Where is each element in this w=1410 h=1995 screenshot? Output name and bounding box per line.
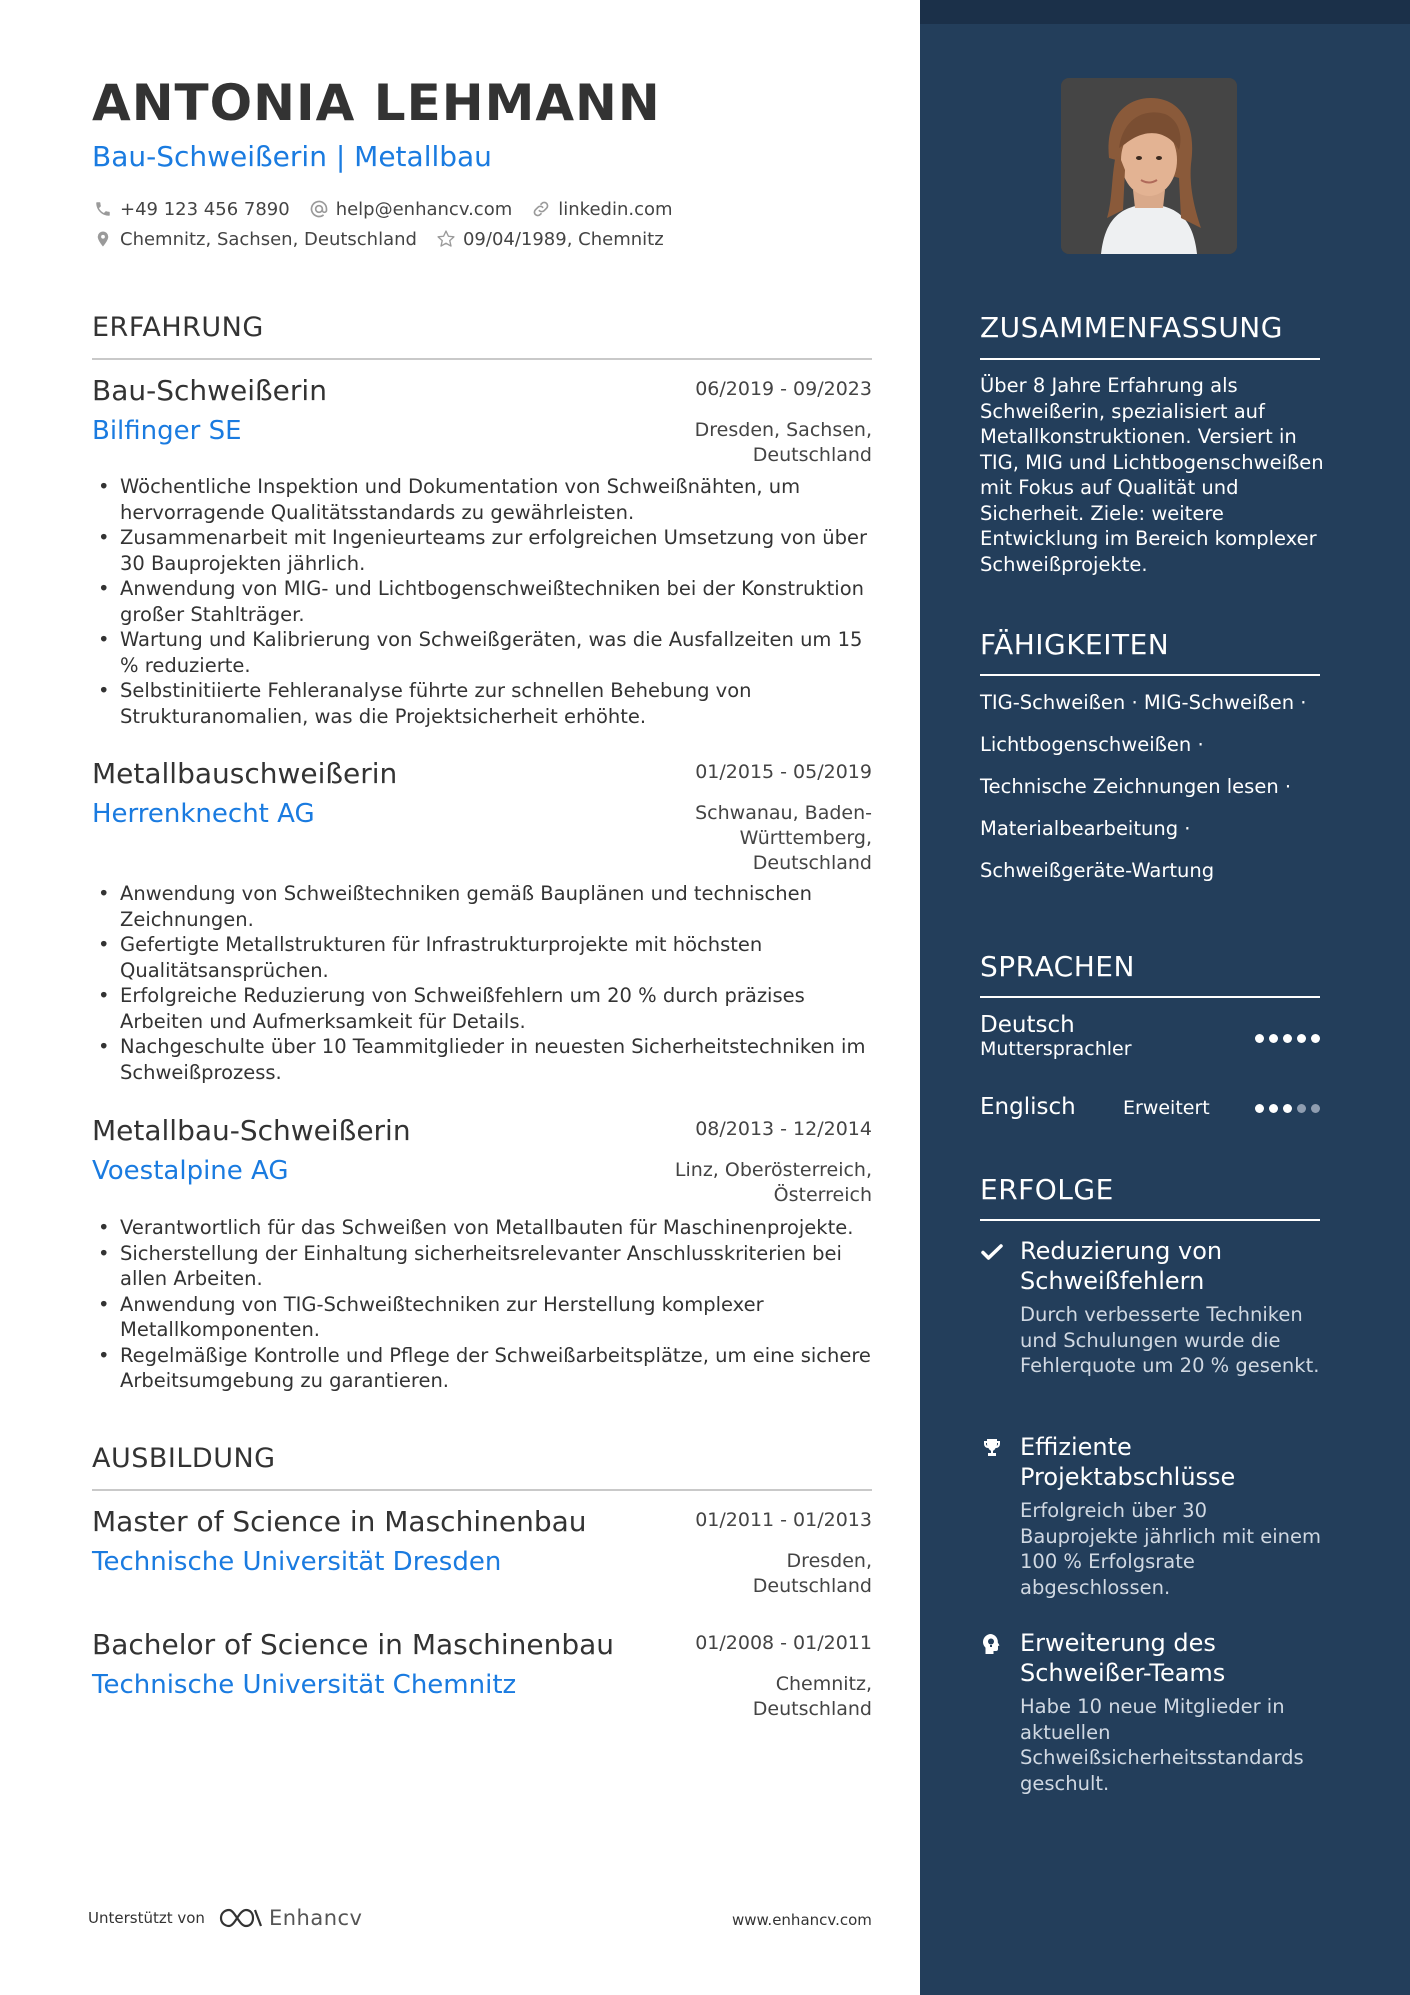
job-location xyxy=(652,1158,872,1208)
job-bullet: • Sicherstellung der Einhaltung sicherheitsrelevanter Anschlusskriterien bei allen Arbeiten. xyxy=(92,1241,872,1292)
company-name[interactable]: Voestalpine AG xyxy=(92,1156,289,1186)
job-bullets xyxy=(92,474,872,729)
job-bullet: • Gefertigte Metallstrukturen für Infrastrukturprojekte mit höchsten Qualitätsansprüchen. xyxy=(92,932,872,983)
job-location-line: Schwanau, Baden- xyxy=(695,802,872,824)
summary-section-title: ZUSAMMENFASSUNG xyxy=(980,311,1283,344)
section-divider xyxy=(980,996,1320,998)
star-icon xyxy=(435,228,457,250)
section-divider xyxy=(980,674,1320,676)
rating-dot xyxy=(1283,1034,1292,1043)
location-contact xyxy=(92,228,417,250)
profile-photo xyxy=(1061,78,1237,254)
enhancv-logo-icon xyxy=(217,1905,265,1931)
language-level: Muttersprachler xyxy=(980,1038,1132,1060)
candidate-name: ANTONIA LEHMANN xyxy=(92,74,661,132)
experience-entry xyxy=(92,374,872,734)
language-item xyxy=(980,1012,1320,1072)
job-bullet: • Anwendung von Schweißtechniken gemäß Bauplänen und technischen Zeichnungen. xyxy=(92,881,872,932)
job-bullets xyxy=(92,881,872,1085)
achievement-item xyxy=(980,1432,1330,1602)
language-rating xyxy=(1255,1104,1320,1113)
skills-section-title: FÄHIGKEITEN xyxy=(980,628,1170,661)
achievement-item xyxy=(980,1236,1330,1406)
section-divider xyxy=(92,358,872,360)
education-date: 01/2011 - 01/2013 xyxy=(695,1509,872,1531)
job-role: Metallbauschweißerin xyxy=(92,757,398,790)
section-divider xyxy=(980,358,1320,360)
skill-item: TIG-Schweißen · MIG-Schweißen · xyxy=(980,691,1307,714)
birth-text: 09/04/1989, Chemnitz xyxy=(462,228,664,250)
experience-entry xyxy=(92,757,872,1097)
job-bullet: • Regelmäßige Kontrolle und Pflege der Schweißarbeitsplätze, um eine sichere Arbeitsumgebung zu garantieren. xyxy=(92,1343,872,1394)
job-bullet: • Selbstinitiierte Fehleranalyse führte zur schnellen Behebung von Strukturanomalien, was die Projektsicherheit erhöhte. xyxy=(92,678,872,729)
skill-item: Materialbearbeitung · xyxy=(980,817,1191,840)
job-bullet: • Erfolgreiche Reduzierung von Schweißfehlern um 20 % durch präzises Arbeiten und Aufmerksamkeit für Details. xyxy=(92,983,872,1034)
rating-dot xyxy=(1269,1034,1278,1043)
rating-dot xyxy=(1311,1104,1320,1113)
job-bullet: • Wöchentliche Inspektion und Dokumentation von Schweißnähten, um hervorragende Qualitätsstandards zu gewährleisten. xyxy=(92,474,872,525)
linkedin-text: linkedin.com xyxy=(558,198,673,220)
job-date: 06/2019 - 09/2023 xyxy=(695,378,872,400)
language-rating xyxy=(1255,1034,1320,1043)
achievement-item xyxy=(980,1628,1330,1798)
skills-list xyxy=(980,686,1330,896)
footer-url[interactable]: www.enhancv.com xyxy=(732,1911,872,1929)
language-level: Erweitert xyxy=(1123,1097,1210,1119)
skill-item: Lichtbogenschweißen · xyxy=(980,733,1204,756)
experience-entry xyxy=(92,1114,872,1414)
rating-dot xyxy=(1255,1104,1264,1113)
birth-contact xyxy=(435,228,664,250)
job-bullet: • Wartung und Kalibrierung von Schweißgeräten, was die Ausfallzeiten um 15 % reduzierte. xyxy=(92,627,872,678)
achievement-description: Habe 10 neue Mitglieder in aktuellen Schweißsicherheitsstandards geschult. xyxy=(1020,1695,1304,1795)
job-role: Bau-Schweißerin xyxy=(92,374,327,407)
at-icon xyxy=(308,198,330,220)
sidebar-column xyxy=(920,0,1410,1995)
summary-text: Über 8 Jahre Erfahrung als Schweißerin, spezialisiert auf Metallkonstruktionen. Versiert in TIG, MIG und Lichtbogenschweißen mit Fokus auf Qualität und Sicherheit. Ziele: weitere Entwicklung im Bereich komplexer Schweißprojekte. xyxy=(980,374,1324,576)
phone-contact xyxy=(92,198,290,220)
skill-item: Technische Zeichnungen lesen · xyxy=(980,775,1292,798)
education-location-line: Dresden, xyxy=(786,1550,872,1572)
degree-name: Master of Science in Maschinenbau xyxy=(92,1505,587,1538)
education-location xyxy=(652,1672,872,1722)
education-date: 01/2008 - 01/2011 xyxy=(695,1632,872,1654)
rating-dot xyxy=(1269,1104,1278,1113)
location-pin-icon xyxy=(92,228,114,250)
link-icon xyxy=(530,198,552,220)
phone-text: +49 123 456 7890 xyxy=(120,198,290,220)
degree-name: Bachelor of Science in Maschinenbau xyxy=(92,1628,615,1661)
company-name[interactable]: Herrenknecht AG xyxy=(92,799,315,829)
job-location xyxy=(652,801,872,876)
rating-dot xyxy=(1311,1034,1320,1043)
company-name[interactable]: Bilfinger SE xyxy=(92,416,242,446)
school-name[interactable]: Technische Universität Dresden xyxy=(92,1547,502,1577)
achievement-title: Erweiterung des Schweißer-Teams xyxy=(1020,1629,1226,1687)
school-name[interactable]: Technische Universität Chemnitz xyxy=(92,1670,517,1700)
job-bullet: • Anwendung von TIG-Schweißtechniken zur Herstellung komplexer Metallkomponenten. xyxy=(92,1292,872,1343)
job-role: Metallbau-Schweißerin xyxy=(92,1114,411,1147)
job-bullets xyxy=(92,1215,872,1394)
powered-by-text: Unterstützt von xyxy=(88,1909,205,1927)
job-location-line: Deutschland xyxy=(752,852,872,874)
job-date: 01/2015 - 05/2019 xyxy=(695,761,872,783)
achievement-description: Durch verbesserte Techniken und Schulungen wurde die Fehlerquote um 20 % gesenkt. xyxy=(1020,1303,1320,1377)
language-name: Deutsch xyxy=(980,1012,1075,1038)
job-location-line: Deutschland xyxy=(752,444,872,466)
footer-powered-by xyxy=(88,1905,362,1931)
email-contact[interactable] xyxy=(308,198,513,220)
experience-section-title: ERFAHRUNG xyxy=(92,312,264,343)
achievements-section-title: ERFOLGE xyxy=(980,1173,1114,1206)
rating-dot xyxy=(1255,1034,1264,1043)
education-section-title: AUSBILDUNG xyxy=(92,1443,276,1474)
achievement-title: Reduzierung von Schweißfehlern xyxy=(1020,1237,1223,1295)
job-bullet: • Verantwortlich für das Schweißen von Metallbauten für Maschinenprojekte. xyxy=(92,1215,872,1241)
job-location-line: Dresden, Sachsen, xyxy=(694,419,872,441)
job-date: 08/2013 - 12/2014 xyxy=(695,1118,872,1140)
achievement-title: Effiziente Projektabschlüsse xyxy=(1020,1433,1236,1491)
trophy-icon xyxy=(980,1436,1006,1462)
enhancv-brand-text: Enhancv xyxy=(268,1906,363,1930)
email-text: help@enhancv.com xyxy=(335,198,513,220)
education-location-line: Deutschland xyxy=(752,1698,872,1720)
achievement-description: Erfolgreich über 30 Bauprojekte jährlich mit einem 100 % Erfolgsrate abgeschlossen. xyxy=(1020,1499,1322,1599)
education-entry xyxy=(92,1628,872,1728)
check-icon xyxy=(980,1240,1006,1266)
job-location-line: Württemberg, xyxy=(739,827,872,849)
skill-item: Schweißgeräte-Wartung xyxy=(980,859,1215,882)
rating-dot xyxy=(1297,1034,1306,1043)
linkedin-contact[interactable] xyxy=(530,198,672,220)
education-location xyxy=(652,1549,872,1599)
language-name: Englisch xyxy=(980,1094,1076,1120)
job-bullet: • Nachgeschulte über 10 Teammitglieder in neuesten Sicherheitstechniken im Schweißprozess. xyxy=(92,1034,872,1085)
candidate-headline: Bau-Schweißerin | Metallbau xyxy=(92,140,492,173)
rating-dot xyxy=(1297,1104,1306,1113)
sidebar-top-strip xyxy=(920,0,1410,24)
phone-icon xyxy=(92,198,114,220)
education-entry xyxy=(92,1505,872,1605)
job-bullet: • Zusammenarbeit mit Ingenieurteams zur erfolgreichen Umsetzung von über 30 Bauprojekten jährlich. xyxy=(92,525,872,576)
languages-section-title: SPRACHEN xyxy=(980,950,1135,983)
job-location xyxy=(652,418,872,468)
section-divider xyxy=(92,1489,872,1491)
contact-info xyxy=(92,194,691,254)
job-location-line: Linz, Oberösterreich, xyxy=(674,1159,872,1181)
language-item xyxy=(980,1094,1320,1130)
education-location-line: Chemnitz, xyxy=(775,1673,872,1695)
rating-dot xyxy=(1283,1104,1292,1113)
section-divider xyxy=(980,1219,1320,1221)
job-bullet: • Anwendung von MIG- und Lichtbogenschweißtechniken bei der Konstruktion großer Stahlträger. xyxy=(92,576,872,627)
education-location-line: Deutschland xyxy=(752,1575,872,1597)
head-bulb-icon xyxy=(980,1632,1006,1658)
location-text: Chemnitz, Sachsen, Deutschland xyxy=(120,228,417,250)
job-location-line: Österreich xyxy=(773,1184,872,1206)
